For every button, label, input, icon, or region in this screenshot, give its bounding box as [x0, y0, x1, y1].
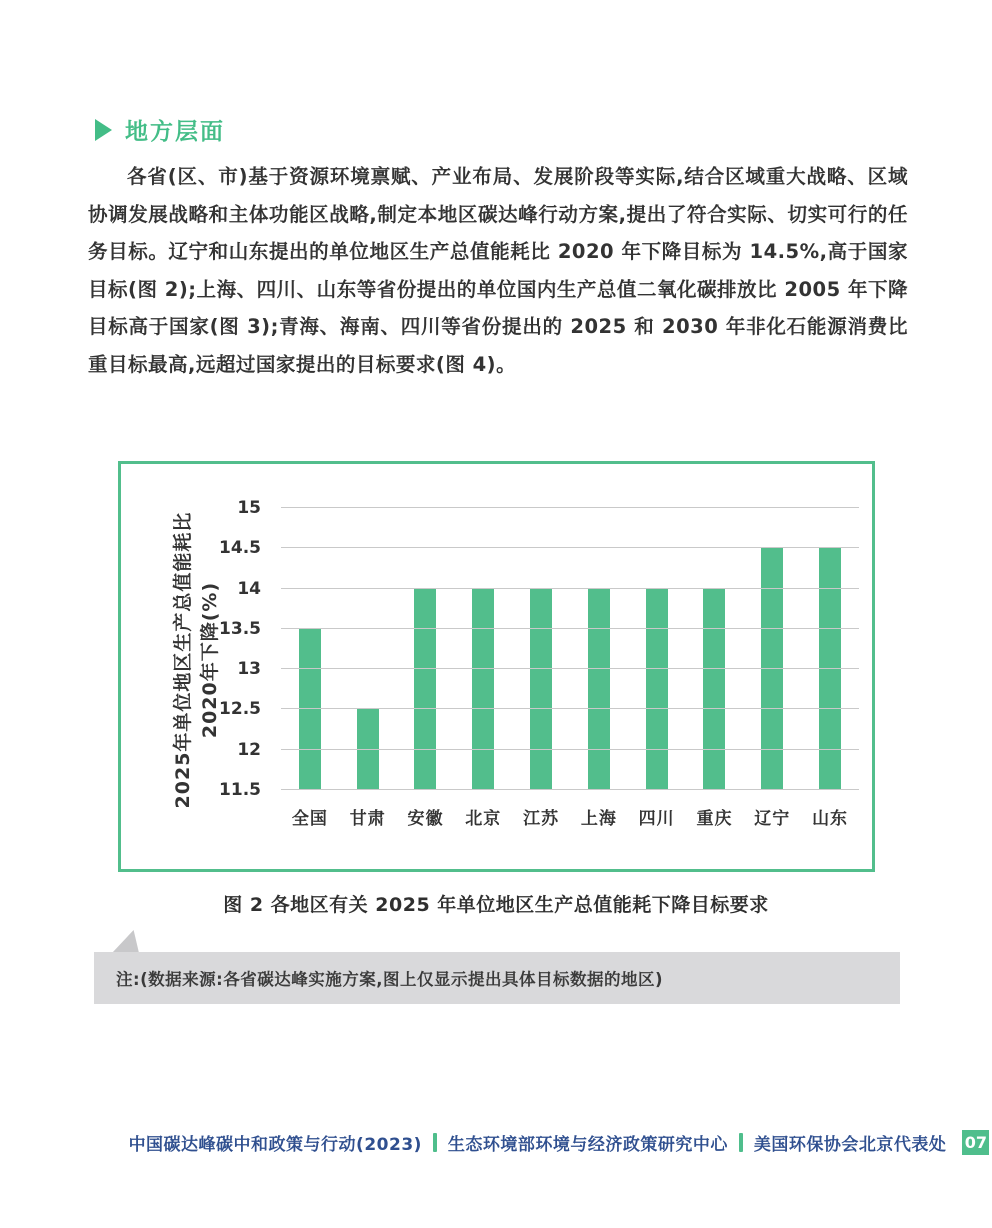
x-axis-label: 北京 [465, 809, 502, 829]
section-marker-triangle-icon [95, 119, 112, 141]
gridline [281, 789, 859, 790]
bar-slot [512, 508, 570, 790]
x-axis-label: 全国 [291, 809, 328, 829]
page-footer [0, 1130, 992, 1155]
gridline [281, 588, 859, 589]
bar-slot [281, 508, 339, 790]
x-axis-label: 安徽 [407, 809, 444, 829]
gridline [281, 749, 859, 750]
x-axis-label: 辽宁 [754, 809, 791, 829]
note-box [94, 952, 900, 1004]
section-heading [95, 113, 225, 146]
note-text: 注:(数据来源:各省碳达峰实施方案,图上仅显示提出具体目标数据的地区) [116, 970, 664, 989]
gridline [281, 628, 859, 629]
body-paragraph: 各省(区、市)基于资源环境禀赋、产业布局、发展阶段等实际,结合区域重大战略、区域协调发展战略和主体功能区战略,制定本地区碳达峰行动方案,提出了符合实际、切实可行的任务目标。辽宁和山东提出的单位地区生产总值能耗比 2020 年下降目标为 14.5%,高于国家目标(图 2);上海、四川、山东等省份提出的单位国内生产总值二氧化碳排放比 2005 年下降目标高于国家(图 3);青海、海南、四川等省份提出的 2025 和 2030 年非化石能源消费比重目标最高,远超过国家提出的目标要求(图 4)。 [88, 165, 908, 376]
bar-slot [801, 508, 859, 790]
footer-org-1: 生态环境部环境与经济政策研究中心 [447, 1135, 728, 1155]
y-tick-label: 12 [237, 739, 261, 760]
bar-重庆 [703, 589, 725, 790]
page-number-badge: 07 [962, 1130, 989, 1155]
bar-slot [628, 508, 686, 790]
bar-slot [397, 508, 455, 790]
gridline [281, 507, 859, 508]
y-axis-label-line-1: 2025年单位地区生产总值能耗比 [172, 511, 194, 809]
plot-area [281, 508, 859, 790]
gridline [281, 708, 859, 709]
x-axis-label: 四川 [638, 809, 675, 829]
bar-slot [686, 508, 744, 790]
x-axis-labels [281, 804, 859, 829]
figure-caption: 图 2 各地区有关 2025 年单位地区生产总值能耗下降目标要求 [223, 894, 769, 916]
bar-安徽 [414, 589, 436, 790]
figure-2-chart [118, 461, 875, 872]
y-tick-label: 12.5 [219, 699, 261, 720]
section-heading-label: 地方层面 [125, 119, 225, 145]
bar-四川 [646, 589, 668, 790]
bars-row [281, 508, 859, 790]
x-axis-label: 山东 [812, 809, 849, 829]
bar-北京 [472, 589, 494, 790]
x-axis-label: 甘肃 [349, 809, 386, 829]
footer-divider [433, 1133, 437, 1152]
x-axis-label: 江苏 [523, 809, 560, 829]
note-fold-icon [112, 930, 139, 953]
gridline [281, 547, 859, 548]
bar-上海 [588, 589, 610, 790]
y-tick-label: 11.5 [219, 780, 261, 800]
bar-甘肃 [357, 709, 379, 790]
y-tick-label: 14.5 [219, 538, 261, 559]
footer-divider [739, 1133, 743, 1152]
y-tick-label: 13.5 [219, 618, 261, 639]
x-axis-label: 重庆 [696, 809, 733, 829]
bar-slot [339, 508, 397, 790]
bar-slot [570, 508, 628, 790]
footer-report-title: 中国碳达峰碳中和政策与行动(2023) [128, 1135, 422, 1155]
bar-slot [743, 508, 801, 790]
gridline [281, 668, 859, 669]
bar-slot [454, 508, 512, 790]
y-tick-label: 15 [237, 498, 261, 518]
y-tick-label: 14 [237, 578, 261, 599]
y-tick-label: 13 [237, 659, 261, 680]
y-axis-ticks [121, 498, 261, 800]
y-axis-label-line-2: 2020年下降(%) [199, 581, 221, 739]
footer-org-2: 美国环保协会北京代表处 [753, 1135, 947, 1155]
x-axis-label: 上海 [580, 809, 617, 829]
bar-江苏 [530, 589, 552, 790]
